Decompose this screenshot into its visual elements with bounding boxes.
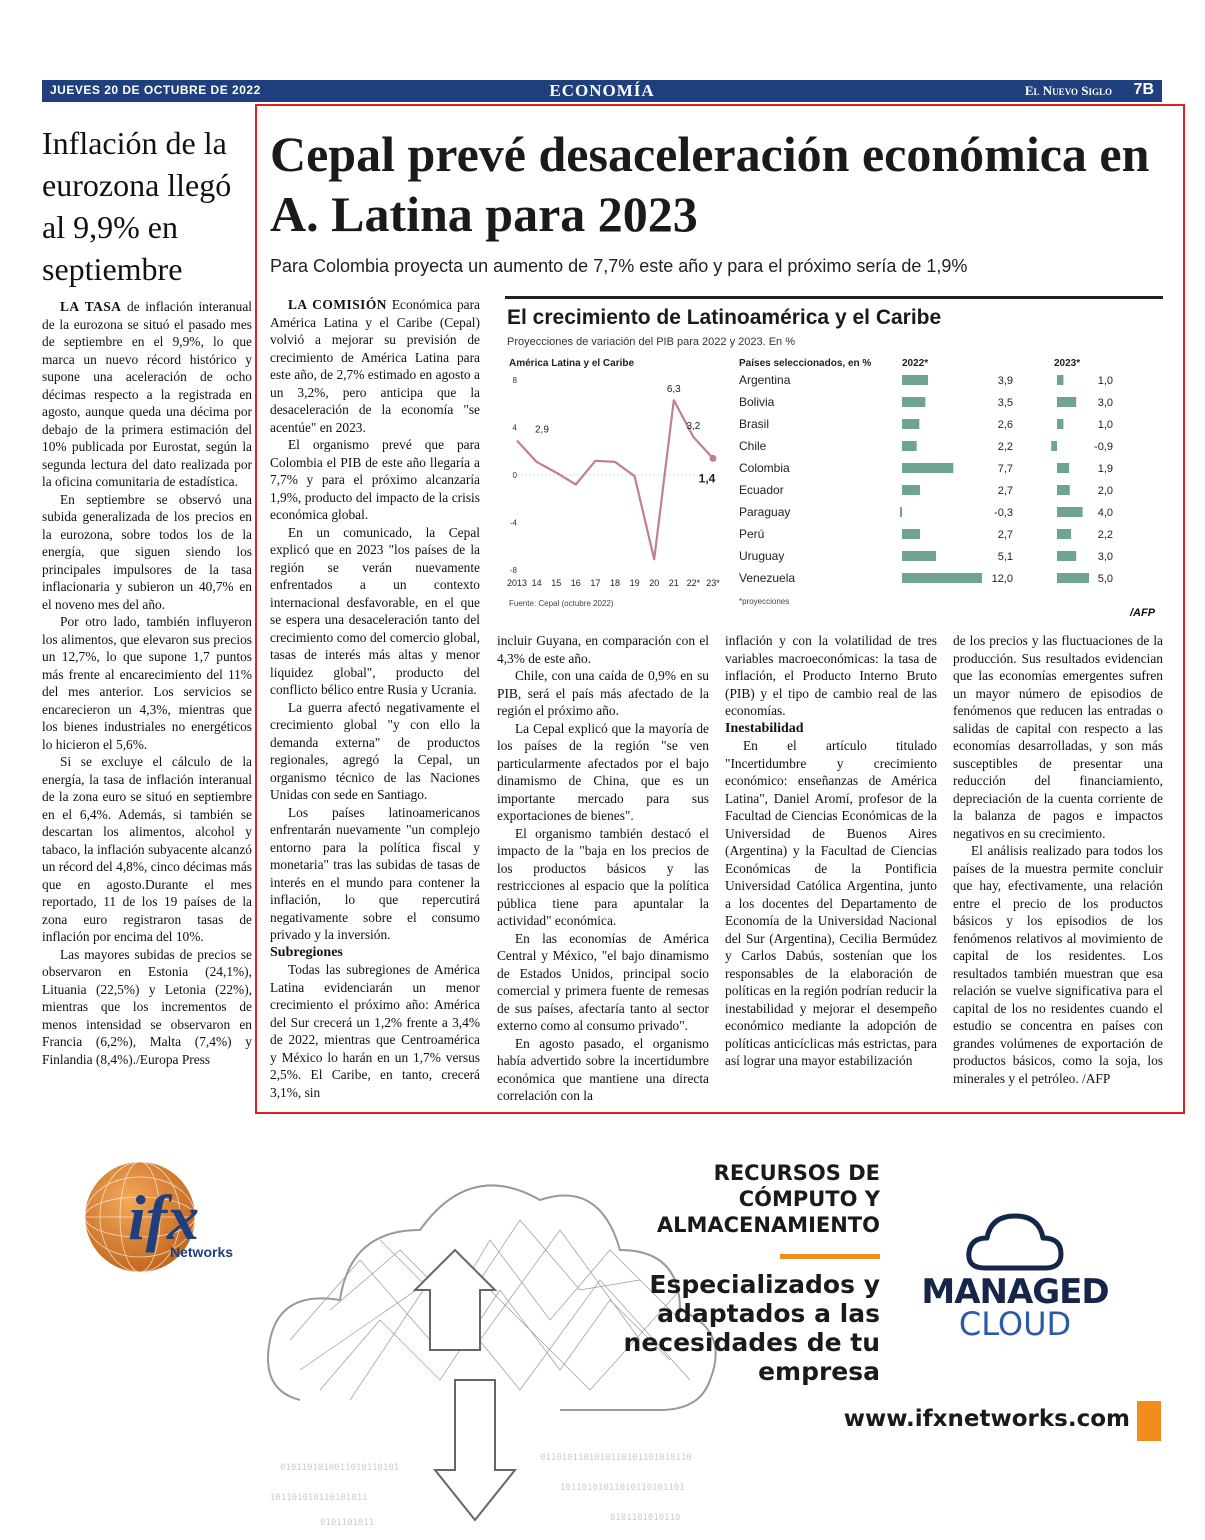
- main-column-3: [725, 632, 937, 1070]
- x-tick-label: 17: [590, 578, 601, 588]
- bar: [1057, 573, 1089, 583]
- bar-value-label: 1,9: [1097, 463, 1113, 475]
- main-paragraph: En el artículo titulado "Incertidumbre y crecimiento económico: enseñanzas de América Latina", Daniel Aromí, profesor de la Facultad de Ciencias Económicas de la Universidad de Buenos Aires (Argentina) y la Facultad de Ciencias Económicas de la Pontificia Universidad Católica Argentina, junto a los docentes del Departamento de Economía de la Universidad Nacional del Sur (Argentina), Cecilia Bermúdez y Carlos Dabús, sostenían que los responsables de la elaboración de políticas en la región podrían reducir la inestabilidad y mejorar el desempeño económico mediante la adopción de políticas anticíclicas más estrictas, para así lograr una mayor estabilización: [725, 738, 937, 1068]
- bar-value-label: 12,0: [991, 573, 1013, 585]
- side-paragraph: Si se excluye el cálculo de la energía, la tasa de inflación interanual de la zona euro se situó en septiembre en el 6,4%. Además, si también se descartan los alimentos, alcohol y tabaco, la inflación subyacente alcanzó un récord del 4,8%, cinco décimas más que en agosto.Durante el mes reportado, 11 de los 19 países de la zona euro registraron tasas de inflación por encima del 10%.: [42, 754, 252, 944]
- chart-footnote: *proyecciones: [739, 597, 790, 606]
- side-article-body: [42, 298, 252, 1068]
- section-title: ECONOMÍA: [549, 81, 655, 100]
- ad-tagline: Especializados y adaptados a las necesidades de tu empresa: [623, 1270, 880, 1386]
- bar: [902, 485, 920, 495]
- country-label: Bolivia: [739, 395, 775, 409]
- main-paragraph: El análisis realizado para todos los países de la muestra permite concluir que hay, efectivamente, una relación entre el precio de los productos básicos y los episodios de los fenómenos relativos al movimiento de capital de los residentes. Los resultados también muestran que esa relación se vuelve significativa para el capital de los no residentes cuando el estudio se concentra en países con grandes volúmenes de exportación de productos básicos, como la soja, los minerales y el petróleo. /AFP: [953, 843, 1163, 1086]
- issue-date: JUEVES 20 DE OCTUBRE DE 2022: [50, 83, 261, 97]
- main-paragraph: de los precios y las fluctuaciones de la producción. Sus resultados evidencian que las economías emergentes sufren un mayor número de episodios de fenómenos que reducen las entradas o salidas de capital con respecto a las economías desarrolladas, y son más susceptibles de presentar una reducción del financiamiento, depreciación de la cuenta corriente de la balanza de pagos e impactos negativos en su crecimiento.: [953, 633, 1163, 841]
- page-number: 7B: [1133, 81, 1154, 98]
- country-label: Brasil: [739, 417, 770, 431]
- down-arrow-icon: [435, 1380, 515, 1520]
- x-tick-label: 21: [668, 578, 679, 588]
- bar: [1057, 375, 1063, 385]
- x-tick-label: 18: [609, 578, 621, 588]
- x-tick-label: 15: [551, 578, 562, 588]
- main-paragraph: Los países latinoamericanos enfrentarán nuevamente "un complejo entorno para la política fiscal y monetaria" tras las subidas de tasas de interés en el mundo para contener la inflación, lo que repercutirá negativamente sobre el consumo privado y la inversión.: [270, 804, 480, 942]
- ifx-brand-sub: Networks: [170, 1244, 234, 1260]
- bar: [902, 463, 953, 473]
- bar-value-label: 3,5: [997, 397, 1013, 409]
- line-panel-label: América Latina y el Caribe: [509, 358, 635, 369]
- bar-value-label: 1,0: [1097, 375, 1113, 387]
- country-label: Uruguay: [739, 549, 785, 563]
- cloud-icon: [965, 1210, 1065, 1272]
- bar: [1057, 485, 1070, 495]
- bar-value-label: 2,7: [997, 485, 1013, 497]
- bar: [1057, 463, 1069, 473]
- bar-value-label: -0,3: [994, 507, 1013, 519]
- bar-value-label: 3,0: [1097, 397, 1113, 409]
- main-paragraph: inflación y con la volatilidad de tres variables macroeconómicas: la tasa de inflación, el Producto Interno Bruto (PIB) y el tipo de cambio real de las economías.: [725, 633, 937, 718]
- subhead-inestabilidad: Inestabilidad: [725, 720, 804, 736]
- x-tick-label: 23*: [706, 578, 720, 588]
- y-tick-label: -8: [509, 566, 517, 575]
- y-tick-label: 8: [512, 376, 517, 385]
- bar-value-label: 7,7: [997, 463, 1013, 475]
- bar: [902, 529, 920, 539]
- country-label: Venezuela: [739, 571, 796, 585]
- x-tick-label: 16: [570, 578, 581, 588]
- bar: [902, 375, 928, 385]
- bar: [1051, 441, 1057, 451]
- bar: [902, 397, 925, 407]
- bar: [1057, 551, 1076, 561]
- bar-value-label: 2,2: [997, 441, 1013, 453]
- x-tick-label: 19: [629, 578, 640, 588]
- ad-accent-bar: [780, 1254, 880, 1259]
- data-label: 6,3: [666, 384, 681, 396]
- main-paragraph: LA COMISIÓN Económica para América Latina y el Caribe (Cepal) volvió a mejorar su previsión de crecimiento de América Latina para este año, de 2,7% estimado en agosto a un 3,2%, pero anticipa que la desaceleración de la economía "se acentúe" en 2023.: [270, 297, 480, 435]
- bar-panel-label: Países seleccionados, en %: [739, 358, 872, 369]
- svg-text:101101010110101011: 101101010110101011: [270, 1493, 368, 1503]
- cloud-label: CLOUD: [958, 1305, 1072, 1343]
- ad-headline: RECURSOS DE CÓMPUTO Y ALMACENAMIENTO: [656, 1161, 880, 1237]
- series-header: 2023*: [1054, 358, 1081, 369]
- svg-text:0110101101010110101101010110: 0110101101010110101101010110: [540, 1453, 692, 1463]
- main-paragraph: La Cepal explicó que la mayoría de los países de la región "se ven particularmente afectados por el bajo dinamismo de China, que es un importante mercado para sus exportaciones de bienes".: [497, 720, 709, 823]
- main-paragraph: En las economías de América Central y México, "el bajo dinamismo de Estados Unidos, principal socio comercial y primera fuente de remesas de sus países, afectaría tanto al sector externo como al consumo privado".: [497, 930, 709, 1033]
- svg-text:0101101011: 0101101011: [320, 1518, 375, 1528]
- bar-value-label: -0,9: [1094, 441, 1113, 453]
- bar-value-label: 3,9: [997, 375, 1013, 387]
- chart-top-rule: [505, 296, 1163, 299]
- y-tick-label: -4: [509, 518, 517, 528]
- side-paragraph: LA TASA de inflación interanual de la eurozona se situó el pasado mes de septiembre en el 9,9%, lo que marca un nuevo récord histórico y supone una aceleración de ocho décimas respecto a la registrada en agosto, aunque queda una décima por debajo de la primera estimación del 10% publicada por Eurostat, según la segunda lectura del dato realizada por la oficina comunitaria de estadística.: [42, 299, 253, 489]
- bar: [1057, 529, 1071, 539]
- main-column-1: [270, 296, 480, 1101]
- bar: [902, 573, 982, 583]
- ad-url-link[interactable]: www.ifxnetworks.com: [843, 1406, 1130, 1432]
- main-paragraph: Chile, con una caída de 0,9% en su PIB, será el país más afectado de la región el próximo año.: [497, 668, 709, 718]
- ad-accent-square: [1137, 1401, 1161, 1441]
- chart-source: Fuente: Cepal (octubre 2022): [509, 599, 614, 608]
- x-tick-label: 14: [531, 578, 542, 588]
- main-paragraph: En un comunicado, la Cepal explicó que en 2023 "los países de la región se verán nuevamente enfrentados a un contexto internacional desfavorable, en el que se espera una desaceleración tanto del crecimiento como del comercio global, tasas de interés más altas y menor liquidez global", producto del conflicto bélico entre Rusia y Ucrania.: [270, 524, 480, 697]
- side-paragraph: En septiembre se observó una subida generalizada de los precios en la eurozona, sobre todos los de la energía, que siguen siendo los principales impulsores de la tasa inflacionaria y subieron un 40,7% en el noveno mes del año.: [42, 491, 252, 612]
- series-header: 2022*: [902, 358, 929, 369]
- country-label: Ecuador: [739, 483, 784, 497]
- data-point: [710, 455, 717, 462]
- chart-title: El crecimiento de Latinoamérica y el Caribe: [507, 306, 942, 329]
- bar-value-label: 5,1: [997, 551, 1013, 563]
- bar-value-label: 1,0: [1097, 419, 1113, 431]
- section-header-bar: [42, 80, 1162, 102]
- data-label: 2,9: [535, 424, 549, 436]
- main-paragraph: En agosto pasado, el organismo había advertido sobre la incertidumbre económica que mantiene una directa correlación con la: [497, 1035, 709, 1103]
- country-label: Perú: [739, 527, 765, 541]
- main-headline: Cepal prevé desaceleración económica en A. Latina para 2023: [270, 126, 1150, 242]
- bar: [1057, 507, 1083, 517]
- main-subheadline: Para Colombia proyecta un aumento de 7,7% este año y para el próximo sería de 1,9%: [270, 256, 968, 276]
- chart-subtitle: Proyecciones de variación del PIB para 2022 y 2023. En %: [507, 336, 796, 348]
- x-tick-label: 20: [649, 578, 660, 588]
- ifx-logo: [80, 1157, 260, 1277]
- chart-credit: /AFP: [1130, 607, 1156, 619]
- newspaper-name: El Nuevo Siglo: [1024, 83, 1112, 98]
- y-tick-label: 4: [512, 423, 517, 433]
- bar-value-label: 5,0: [1097, 573, 1113, 585]
- country-label: Chile: [739, 439, 767, 453]
- main-column-4: [953, 632, 1163, 1087]
- up-arrow-icon: [415, 1250, 495, 1350]
- country-label: Argentina: [739, 373, 791, 387]
- bar: [1057, 419, 1063, 429]
- svg-text:10110101011010110101101: 10110101011010110101101: [560, 1483, 685, 1493]
- managed-label: MANAGED: [921, 1272, 1109, 1312]
- country-label: Colombia: [739, 461, 790, 475]
- x-tick-label: 2013: [506, 578, 528, 588]
- svg-text:0101101010011010110101: 0101101010011010110101: [280, 1463, 400, 1473]
- bar-value-label: 2,6: [997, 419, 1013, 431]
- ifx-brand-mark: ifx: [128, 1182, 200, 1253]
- main-paragraph: Todas las subregiones de América Latina evidenciarán un menor crecimiento el próximo año: América del Sur crecerá un 1,2% frente a 3,4% de 2022, mientras que Centroamérica y México lo harán en un 1,7% versus 2,5%. El Caribe, en tanto, crecerá 3,1%, sin: [270, 962, 480, 1100]
- side-paragraph: Las mayores subidas de precios se observaron en Estonia (24,1%), Lituania (22,5%) y Letonia (22%), mientras que los incrementos de menos intensidad se observaron en Francia (6,2%), Malta (7,4%) y Finlandia (8,4%)./Europa Press: [42, 946, 252, 1067]
- data-label: 3,2: [686, 421, 701, 432]
- svg-text:0101101010110: 0101101010110: [610, 1513, 681, 1523]
- main-paragraph: El organismo prevé que para Colombia el PIB de este año llegaría a 7,7% y para el próximo alcanzaría 1,9%, producto del impacto de la crisis económica global.: [270, 437, 480, 522]
- bar-value-label: 2,2: [1097, 529, 1113, 541]
- x-tick-label: 22*: [686, 578, 701, 588]
- main-paragraph: incluir Guyana, en comparación con el 4,3% de este año.: [497, 633, 709, 666]
- data-label: 1,4: [698, 471, 716, 486]
- bar: [902, 441, 917, 451]
- bar-value-label: 2,0: [1097, 485, 1113, 497]
- y-tick-label: 0: [512, 471, 517, 480]
- bar-value-label: 3,0: [1097, 551, 1113, 563]
- bar-value-label: 2,7: [997, 529, 1013, 541]
- gdp-chart: [505, 352, 1165, 614]
- bar: [902, 551, 936, 561]
- main-paragraph: La guerra afectó negativamente el crecimiento global "y con ello la demanda externa" de productos regionales, agregó la Cepal, un organismo técnico de las Naciones Unidas con sede en Santiago.: [270, 699, 480, 802]
- bar: [900, 507, 902, 517]
- main-paragraph: El organismo también destacó el impacto de la "baja en los precios de los productos básicos y las restricciones al espacio que la política pública tiene para apuntalar la actividad" económica.: [497, 825, 709, 928]
- subhead-subregiones: Subregiones: [270, 944, 343, 960]
- bar-value-label: 4,0: [1097, 507, 1113, 519]
- side-article-headline: Inflación de la eurozona llegó al 9,9% en septiembre: [42, 125, 232, 287]
- side-paragraph: Por otro lado, también influyeron los alimentos, que elevaron sus precios un 12,7%, lo que supone 1,7 puntos más frente al encarecimiento del 11% del mes anterior. Los servicios se encarecieron un 4,3%, mientras que los bienes industriales no energéticos lo hicieron el 5,6%.: [42, 614, 252, 752]
- bar: [1057, 397, 1076, 407]
- country-label: Paraguay: [739, 505, 791, 519]
- main-column-2: [497, 632, 709, 1105]
- bar: [902, 419, 919, 429]
